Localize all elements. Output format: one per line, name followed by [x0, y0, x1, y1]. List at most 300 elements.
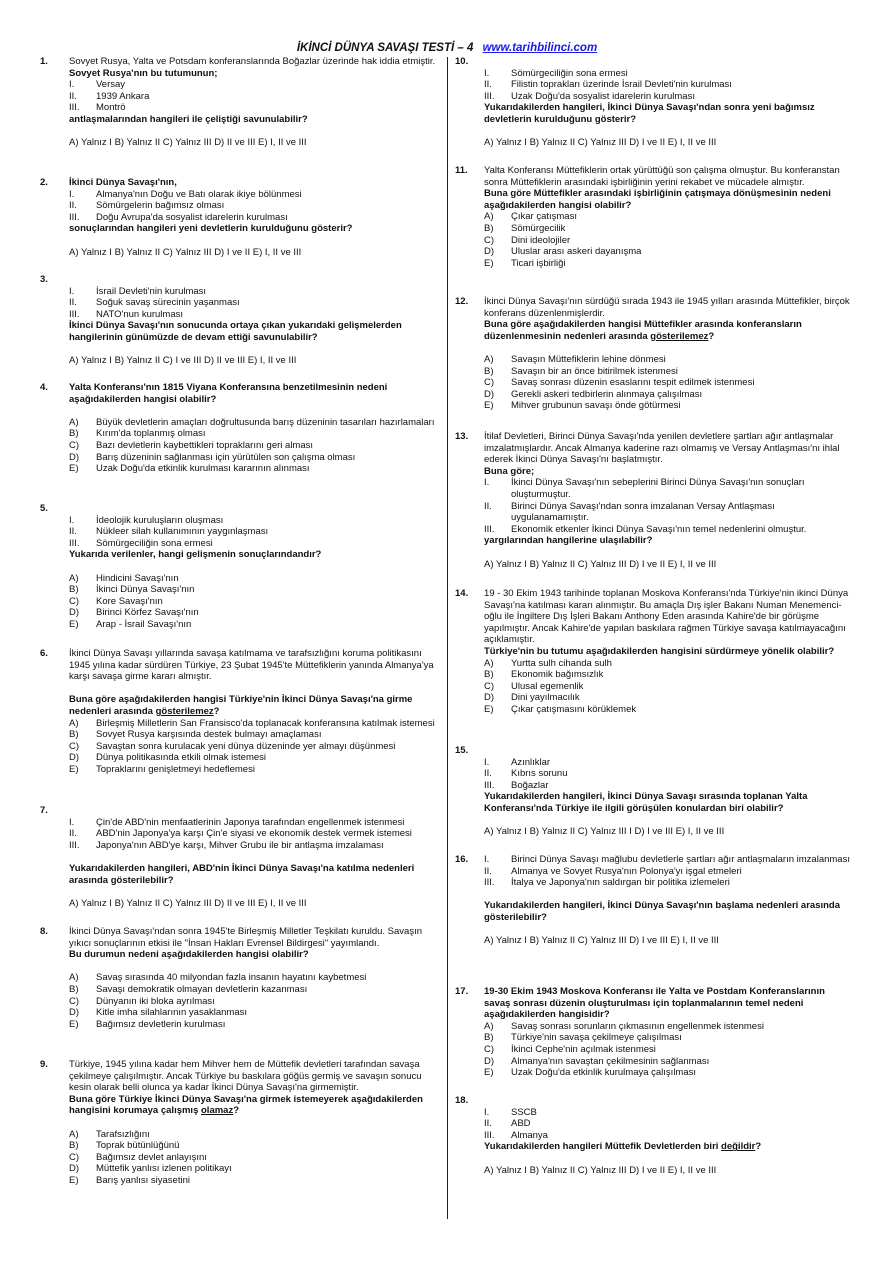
- question-body: [69, 648, 440, 776]
- question-7: [40, 805, 440, 909]
- item-marker: II.: [484, 79, 492, 91]
- answer-option: [69, 573, 440, 585]
- question-body: [484, 165, 850, 269]
- question-body: [69, 177, 440, 258]
- line-text: A) Yalnız I B) Yalnız II C) Yalnız III D) II ve III E) I, II ve III: [69, 897, 307, 909]
- line-text: A) Yalnız I B) Yalnız II C) Yalnız III D) I ve II E) I, II ve III: [69, 246, 302, 258]
- answer-options-row: [484, 826, 850, 838]
- answer-option: [69, 619, 440, 631]
- line-text: İkinci Dünya Savaşı'nın sonucunda ortaya çıkan yukarıdaki gelişmelerden hangilerinin günümüzde de devam ettiği savunulabilir?: [69, 320, 402, 343]
- line-text: Buna göre aşağıdakilerden hangisi Türkiye'nin İkinci Dünya Savaşı'na girme nedenleri arasında: [69, 694, 413, 717]
- question-stem: [484, 1141, 850, 1153]
- item-text: ABD: [511, 1118, 531, 1130]
- question-text: [484, 296, 850, 319]
- roman-item: [484, 1130, 850, 1142]
- spacer: [69, 1117, 440, 1129]
- line-text: Yukarıdakilerden hangileri, İkinci Dünya Savaşı'ndan sonra yeni bağımsız devletlerin kurulduğunu gösterir?: [484, 102, 815, 125]
- question-stem: [484, 188, 850, 211]
- emphasis-word: olamaz: [201, 1105, 234, 1117]
- item-text: Kore Savaşı'nın: [96, 595, 163, 607]
- answer-option: [69, 607, 440, 619]
- answer-options-row: [484, 935, 850, 947]
- item-text: Uluslar arası askeri dayanışma: [511, 246, 642, 258]
- answer-option: [484, 377, 850, 389]
- question-number: 13.: [455, 431, 469, 442]
- answer-option: [484, 681, 850, 693]
- question-body: [484, 56, 850, 149]
- item-text: Boğazlar: [511, 779, 549, 791]
- roman-item: [69, 526, 440, 538]
- item-marker: I.: [69, 188, 75, 200]
- answer-option: [69, 972, 440, 984]
- roman-item: [69, 515, 440, 527]
- line-suffix: ?: [708, 330, 715, 342]
- item-marker: B): [484, 365, 494, 377]
- spacer: [69, 851, 440, 863]
- item-text: Birinci Dünya Savaşı'ndan sonra imzalanan Versay Antlaşması uygulanamamıştır.: [511, 500, 775, 524]
- item-text: Savaş sonrası düzenin esaslarını tespit edilmek istenmesi: [511, 377, 755, 389]
- item-text: 1939 Ankara: [96, 90, 150, 102]
- question-number: 2.: [40, 177, 48, 188]
- roman-item: [484, 757, 850, 769]
- question-body: [69, 56, 440, 149]
- question-number: 5.: [40, 503, 48, 514]
- item-text: Barış yanlısı siyasetini: [96, 1174, 190, 1186]
- spacer: [69, 886, 440, 898]
- answer-option: [69, 984, 440, 996]
- emphasis-word: gösterilemez: [155, 705, 214, 717]
- answer-option: [484, 258, 850, 270]
- spacer: [69, 235, 440, 247]
- answer-options-row: [69, 137, 440, 149]
- item-marker: C): [69, 995, 80, 1007]
- test-title: İKİNCİ DÜNYA SAVAŞI TESTİ – 4: [296, 42, 474, 54]
- item-text: Dini yayılmacılık: [511, 692, 580, 704]
- item-marker: I.: [484, 1106, 490, 1118]
- answer-option: [484, 669, 850, 681]
- item-marker: B): [69, 1140, 79, 1152]
- question-17: [455, 986, 850, 1079]
- question-text: [69, 1059, 440, 1094]
- item-marker: III.: [69, 537, 80, 549]
- roman-item: [69, 91, 440, 103]
- question-11: [455, 165, 850, 269]
- question-stem: [69, 320, 440, 343]
- question-body: [484, 588, 850, 716]
- item-marker: III.: [484, 779, 495, 791]
- answer-option: [69, 729, 440, 741]
- item-text: Doğu Avrupa'da sosyalist idarelerin kurulması: [96, 211, 288, 223]
- roman-item: [484, 524, 850, 536]
- item-text: Japonya'nın ABD'ye karşı, Mihver Grubu ile bir antlaşma imzalaması: [96, 839, 384, 851]
- item-marker: I.: [484, 477, 490, 489]
- question-stem: [484, 646, 850, 658]
- item-text: Yurtta sulh cihanda sulh: [511, 657, 612, 669]
- answer-options-row: [484, 559, 850, 571]
- question-number: 9.: [40, 1059, 48, 1070]
- roman-item: [69, 309, 440, 321]
- item-marker: E): [69, 618, 79, 630]
- line-text: Buna göre aşağıdakilerden hangisi Müttefikler arasında konferansların düzenlenmesinin nedenleri arasında: [484, 319, 802, 342]
- answer-option: [484, 400, 850, 412]
- line-text: yargılarından hangilerine ulaşılabilir?: [484, 535, 653, 547]
- item-marker: I.: [69, 514, 75, 526]
- answer-option: [69, 1129, 440, 1141]
- spacer: [484, 745, 850, 757]
- item-text: Savaşın bir an önce bitirilmek istenmesi: [511, 365, 678, 377]
- question-number: 12.: [455, 296, 469, 307]
- line-text: Türkiye, 1945 yılına kadar hem Mihver hem de Müttefik devletleri tarafından savaşa çekilmeye çalışılmıştır. Ancak Türkiye bu baskılara göğüs germiş ve savaşın sonucu kesin olarak belli olunca ya kadar İkinci Dünya Savaşı'na girmemiştir.: [69, 1059, 422, 1094]
- spacer: [484, 889, 850, 901]
- item-text: Birinci Körfez Savaşı'nın: [96, 607, 199, 619]
- item-text: Uzak Doğu'da etkinlik kurulmaya çalışılması: [511, 1067, 697, 1079]
- item-marker: E): [69, 1174, 79, 1186]
- item-text: Almanya'nın savaştan çekilmesinin sağlanması: [511, 1055, 710, 1067]
- question-stem: [484, 102, 850, 125]
- question-body: [69, 274, 440, 367]
- item-text: Birinci Dünya Savaşı mağlubu devletlerle şartları ağır antlaşmaların imzalanması: [511, 854, 850, 865]
- answer-options-row: [69, 355, 440, 367]
- item-marker: E): [69, 1018, 79, 1030]
- item-marker: A): [69, 717, 79, 729]
- item-marker: II.: [69, 90, 77, 102]
- item-text: Uzak Doğu'da etkinlik kurulması kararının alınması: [96, 463, 310, 475]
- spacer: [484, 126, 850, 138]
- spacer: [484, 1153, 850, 1165]
- item-marker: D): [69, 451, 80, 463]
- item-text: ABD'nin Japonya'ya karşı Çin'e siyasi ve ekonomik destek vermek istemesi: [96, 828, 412, 840]
- item-text: Uzak Doğu'da sosyalist idarelerin kurulması: [511, 90, 695, 102]
- line-text: Yukarıdakilerden hangileri Müttefik Devletlerden biri: [484, 1141, 722, 1153]
- item-text: Sömürgecilik: [511, 222, 566, 234]
- item-marker: III.: [69, 839, 80, 851]
- spacer: [69, 126, 440, 138]
- question-stem: [484, 900, 850, 923]
- question-body: [69, 503, 440, 631]
- question-2: [40, 177, 440, 258]
- item-marker: A): [69, 572, 79, 584]
- answer-options-row: [69, 247, 440, 259]
- question-text: [484, 431, 850, 466]
- answer-option: [69, 1140, 440, 1152]
- line-text: 19-30 Ekim 1943 Moskova Konferansı ile Yalta ve Postdam Konferanslarının savaş sonrası düzenin oluşturulması için toplanmalarının temel nedeni aşağıdakilerden hangisidir?: [484, 986, 825, 1021]
- line-text: Sovyet Rusya'nın bu tutumunun;: [69, 67, 218, 79]
- answer-option: [69, 428, 440, 440]
- item-text: SSCB: [511, 1106, 537, 1118]
- line-text: A) Yalnız I B) Yalnız II C) Yalnız III D) II ve III E) I, II ve III: [69, 137, 307, 149]
- item-marker: II.: [484, 1118, 492, 1130]
- roman-item: [69, 212, 440, 224]
- answer-option: [484, 1044, 850, 1056]
- item-marker: B): [484, 1032, 494, 1044]
- item-marker: C): [69, 1151, 80, 1163]
- roman-item: [484, 780, 850, 792]
- item-text: Ekonomik bağımsızlık: [511, 669, 604, 681]
- question-stem: [69, 694, 440, 717]
- roman-item: [484, 68, 850, 80]
- item-marker: A): [484, 211, 494, 223]
- question-12: [455, 296, 850, 412]
- item-marker: III.: [484, 1129, 495, 1141]
- item-text: İdeolojik kuruluşların oluşması: [96, 514, 224, 526]
- item-text: Mihver grubunun savaşı önde götürmesi: [511, 400, 681, 412]
- item-marker: D): [484, 388, 495, 400]
- line-text: Buna göre;: [484, 465, 535, 477]
- item-text: Savaşın Müttefiklerin lehine dönmesi: [511, 353, 666, 365]
- question-stem: [484, 466, 850, 478]
- line-text: sonuçlarından hangileri yeni devletlerin kurulduğunu gösterir?: [69, 223, 353, 235]
- question-number: 3.: [40, 274, 48, 285]
- emphasis-word: gösterilemez: [650, 330, 709, 342]
- question-6: [40, 648, 440, 776]
- item-marker: C): [69, 595, 80, 607]
- item-text: Montrö: [96, 102, 126, 114]
- question-number: 14.: [455, 588, 469, 599]
- question-number: 4.: [40, 382, 48, 393]
- item-marker: I.: [69, 79, 75, 91]
- spacer: [69, 961, 440, 973]
- question-15: [455, 745, 850, 838]
- item-text: Almanya'nın Doğu ve Batı olarak ikiye bölünmesi: [96, 188, 302, 200]
- question-number: 8.: [40, 926, 48, 937]
- item-marker: II.: [69, 526, 77, 538]
- item-text: Ticari işbirliği: [511, 257, 566, 269]
- item-marker: D): [69, 607, 80, 619]
- line-text: Buna göre Türkiye İkinci Dünya Savaşı'na girmek istemeyerek aşağıdakilerden hangisini korumaya çalışmış: [69, 1093, 423, 1117]
- line-text: Yukarıdakilerden hangileri, İkinci Dünya Savaşı'nın başlama nedenleri arasında gösterilebilir?: [484, 900, 841, 923]
- answer-options-row: [484, 137, 850, 149]
- spacer: [484, 1095, 850, 1107]
- item-marker: II.: [484, 768, 492, 780]
- item-marker: E): [484, 257, 494, 269]
- question-number: 15.: [455, 745, 469, 756]
- item-text: Tarafsızlığını: [96, 1128, 150, 1140]
- question-10: [455, 56, 850, 149]
- question-stem: [69, 114, 440, 126]
- spacer: [69, 561, 440, 573]
- item-marker: II.: [69, 200, 77, 212]
- answer-option: [484, 389, 850, 401]
- item-marker: E): [69, 463, 79, 475]
- item-text: Versay: [96, 79, 126, 91]
- item-marker: I.: [484, 854, 490, 865]
- item-marker: C): [484, 1043, 495, 1055]
- answer-option: [69, 996, 440, 1008]
- question-stem: [69, 1094, 440, 1117]
- answer-option: [69, 1175, 440, 1187]
- spacer: [484, 815, 850, 827]
- question-3: [40, 274, 440, 367]
- answer-option: [484, 366, 850, 378]
- item-text: Filistin toprakları üzerinde İsrail Devleti'nin kurulması: [511, 79, 732, 91]
- item-text: Çıkar çatışmasını körüklemek: [511, 703, 637, 715]
- line-text: İkinci Dünya Savaşı'nın sürdüğü sırada 1943 ile 1945 yılları arasında Müttefikler, birçok konferans düzenlenmişlerdir.: [484, 296, 850, 319]
- question-text: [484, 165, 850, 188]
- question-body: [69, 382, 440, 475]
- line-text: Yalta Konferansı Müttefiklerin ortak yürüttüğü son çalışma olmuştur. Bu konferanstan sonra Müttefiklerin arasındaki işbirliğinin yerini rekabet ve mücadele almıştır.: [484, 165, 840, 188]
- item-text: Almanya: [511, 1129, 548, 1141]
- item-marker: B): [69, 428, 79, 440]
- line-text: A) Yalnız I B) Yalnız II C) Yalnız III D) I ve II E) I, II ve III: [484, 558, 717, 570]
- item-text: Hindicini Savaşı'nın: [96, 572, 179, 584]
- question-stem: [69, 223, 440, 235]
- question-body: [484, 854, 850, 947]
- line-text: Yalta Konferansı'nın 1815 Viyana Konferansına benzetilmesinin nedeni aşağıdakilerden hangisi olabilir?: [69, 382, 388, 405]
- item-marker: D): [484, 692, 495, 704]
- item-marker: II.: [484, 500, 492, 512]
- line-text: Yukarıda verilenler, hangi gelişmenin sonuçlarındandır?: [69, 549, 322, 561]
- spacer: [69, 405, 440, 417]
- item-marker: II.: [69, 828, 77, 840]
- answer-option: [69, 1007, 440, 1019]
- item-marker: II.: [484, 865, 492, 877]
- answer-option: [69, 440, 440, 452]
- answer-option: [69, 764, 440, 776]
- line-text: İkinci Dünya Savaşı yıllarında savaşa katılmama ve tarafsızlığını koruma politikasını 1945 yılına kadar sürdüren Türkiye, 23 Şubat 1945'te Müttefiklerin yanında Almanya'ya karşı savaşa girme kararı almıştır.: [69, 648, 434, 683]
- question-stem: [484, 986, 850, 1021]
- roman-item: [484, 501, 850, 524]
- spacer: [69, 805, 440, 817]
- item-text: Çıkar çatışması: [511, 211, 577, 223]
- answer-option: [69, 584, 440, 596]
- roman-item: [484, 1118, 850, 1130]
- line-suffix: ?: [755, 1141, 762, 1153]
- question-1: [40, 56, 440, 149]
- item-marker: III.: [484, 523, 495, 535]
- question-number: 11.: [455, 165, 468, 176]
- item-text: Sömürgelerin bağımsız olması: [96, 200, 225, 212]
- item-text: Nükleer silah kullanımının yaygınlaşması: [96, 526, 269, 538]
- item-text: Almanya ve Sovyet Rusya'nın Polonya'yı işgal etmeleri: [511, 865, 742, 877]
- question-body: [484, 986, 850, 1079]
- item-text: Bağımsız devletlerin kurulması: [96, 1018, 226, 1030]
- item-marker: D): [484, 1055, 495, 1067]
- item-text: Savaş sonrası sorunların çıkmasının engellenmek istenmesi: [511, 1020, 764, 1032]
- question-16: [455, 854, 850, 947]
- roman-item: [69, 297, 440, 309]
- item-text: Çin'de ABD'nin menfaatlerinin Japonya tarafından engellenmek istenmesi: [96, 816, 405, 828]
- roman-item: [484, 866, 850, 878]
- answer-option: [484, 1067, 850, 1079]
- line-text: İkinci Dünya Savaşı'nın,: [69, 177, 177, 188]
- roman-item: [484, 854, 850, 866]
- site-link[interactable]: www.tarihbilinci.com: [482, 42, 598, 54]
- item-marker: I.: [484, 67, 490, 79]
- line-text: Türkiye'nin bu tutumu aşağıdakilerden hangisini sürdürmeye yönelik olabilir?: [484, 645, 835, 657]
- item-marker: II.: [69, 297, 77, 309]
- item-marker: E): [484, 1067, 494, 1079]
- line-text: antlaşmalarından hangileri ile çeliştiği savunulabilir?: [69, 113, 308, 125]
- line-text: İkinci Dünya Savaşı'ndan sonra 1945'te Birleşmiş Milletler Teşkilatı kuruldu. Savaşın yıkıcı sonuçlarının etkisi ile "İnsan Hakları Evrensel Bildirgesi" yayımlandı.: [69, 926, 423, 949]
- question-9: [40, 1059, 440, 1187]
- spacer: [69, 503, 440, 515]
- line-text: İtilaf Devletleri, Birinci Dünya Savaşı'nda yenilen devletlere şartları ağır antlaşmalar imzalatmışlardır. Ancak Almanya kaderine razı olmamış ve Versay Antlaşması'nı ihlal ederek İkinci Dünya Savaşı'nı başlatmıştır.: [484, 431, 840, 466]
- item-text: Bazı devletlerin kaybettikleri topraklarını geri alması: [96, 439, 314, 451]
- question-stem: [484, 319, 850, 342]
- item-text: Kitle imha silahlarının yasaklanması: [96, 1007, 248, 1019]
- question-stem: [69, 863, 440, 886]
- answer-option: [484, 354, 850, 366]
- answer-option: [484, 223, 850, 235]
- question-body: [69, 805, 440, 909]
- item-marker: A): [69, 1128, 79, 1140]
- item-marker: E): [484, 400, 494, 412]
- item-text: Türkiye'nin savaşa çekilmeye çalışılması: [511, 1032, 682, 1044]
- answer-option: [484, 1032, 850, 1044]
- answer-option: [484, 1056, 850, 1068]
- question-8: [40, 926, 440, 1030]
- question-body: [484, 431, 850, 570]
- item-marker: B): [69, 584, 79, 596]
- question-13: [455, 431, 850, 570]
- item-text: Dünyanın iki bloka ayrılması: [96, 995, 215, 1007]
- item-text: Müttefik yanlısı izlenen politikayı: [96, 1163, 232, 1175]
- answer-option: [484, 211, 850, 223]
- item-marker: B): [69, 729, 79, 741]
- roman-item: [69, 102, 440, 114]
- answer-option: [69, 1152, 440, 1164]
- item-marker: C): [484, 234, 495, 246]
- item-marker: B): [69, 983, 79, 995]
- question-text: [69, 56, 440, 68]
- roman-item: [484, 91, 850, 103]
- line-text: Yukarıdakilerden hangileri, İkinci Dünya Savaşı sırasında toplanan Yalta Konferansı'nda Türkiye ile ilgili görüşülen konulardan biri olabilir?: [484, 791, 808, 814]
- answer-options-row: [69, 898, 440, 910]
- item-marker: B): [484, 222, 494, 234]
- column-divider: [447, 57, 448, 1219]
- line-text: Sovyet Rusya, Yalta ve Potsdam konferanslarında Boğazlar üzerinde hak iddia etmiştir.: [69, 56, 436, 67]
- item-text: Büyük devletlerin amaçları doğrultusunda barış düzeninin tasarıları hazırlamaları: [96, 416, 435, 428]
- spacer: [484, 56, 850, 68]
- roman-item: [69, 840, 440, 852]
- line-text: Bu durumun nedeni aşağıdakilerden hangisi olabilir?: [69, 949, 309, 961]
- item-marker: III.: [484, 90, 495, 102]
- item-text: Savaşı demokratik olmayan devletlerin kazanması: [96, 983, 308, 995]
- item-marker: C): [484, 680, 495, 692]
- answer-option: [484, 235, 850, 247]
- item-text: Azınlıklar: [511, 756, 551, 768]
- item-marker: A): [484, 1020, 494, 1032]
- spacer: [484, 924, 850, 936]
- roman-item: [69, 189, 440, 201]
- question-14: [455, 588, 850, 716]
- item-text: Gerekli askeri tedbirlerin alınmaya çalışılması: [511, 388, 703, 400]
- item-text: Sovyet Rusya karşısında destek bulmayı amaçlaması: [96, 729, 322, 741]
- item-text: Dini ideolojiler: [511, 234, 571, 246]
- line-text: A) Yalnız I B) Yalnız II C) Yalnız III D) I ve III E) I, II ve III: [484, 935, 719, 947]
- item-marker: D): [69, 1163, 80, 1175]
- line-text: A) Yalnız I B) Yalnız II C) Yalnız III D) I ve II E) I, II ve III: [484, 1164, 717, 1176]
- roman-item: [484, 79, 850, 91]
- answer-option: [69, 452, 440, 464]
- item-marker: C): [484, 377, 495, 389]
- item-marker: III.: [69, 211, 80, 223]
- item-text: Toprak bütünlüğünü: [96, 1140, 180, 1152]
- question-body: [69, 926, 440, 1030]
- question-stem: [69, 68, 440, 80]
- answer-option: [484, 246, 850, 258]
- question-stem: [69, 382, 440, 405]
- item-text: İkinci Cephe'nin açılmak istenmesi: [511, 1043, 656, 1055]
- item-text: Sömürgeciliğin sona ermesi: [96, 537, 213, 549]
- spacer: [69, 344, 440, 356]
- item-text: Topraklarını genişletmeyi hedeflemesi: [96, 763, 255, 775]
- question-text: [484, 588, 850, 646]
- question-18: [455, 1095, 850, 1176]
- item-text: Dünya politikasında etkili olmak istemesi: [96, 752, 267, 764]
- question-body: [484, 745, 850, 838]
- item-text: İkinci Dünya Savaşı'nın: [96, 584, 195, 596]
